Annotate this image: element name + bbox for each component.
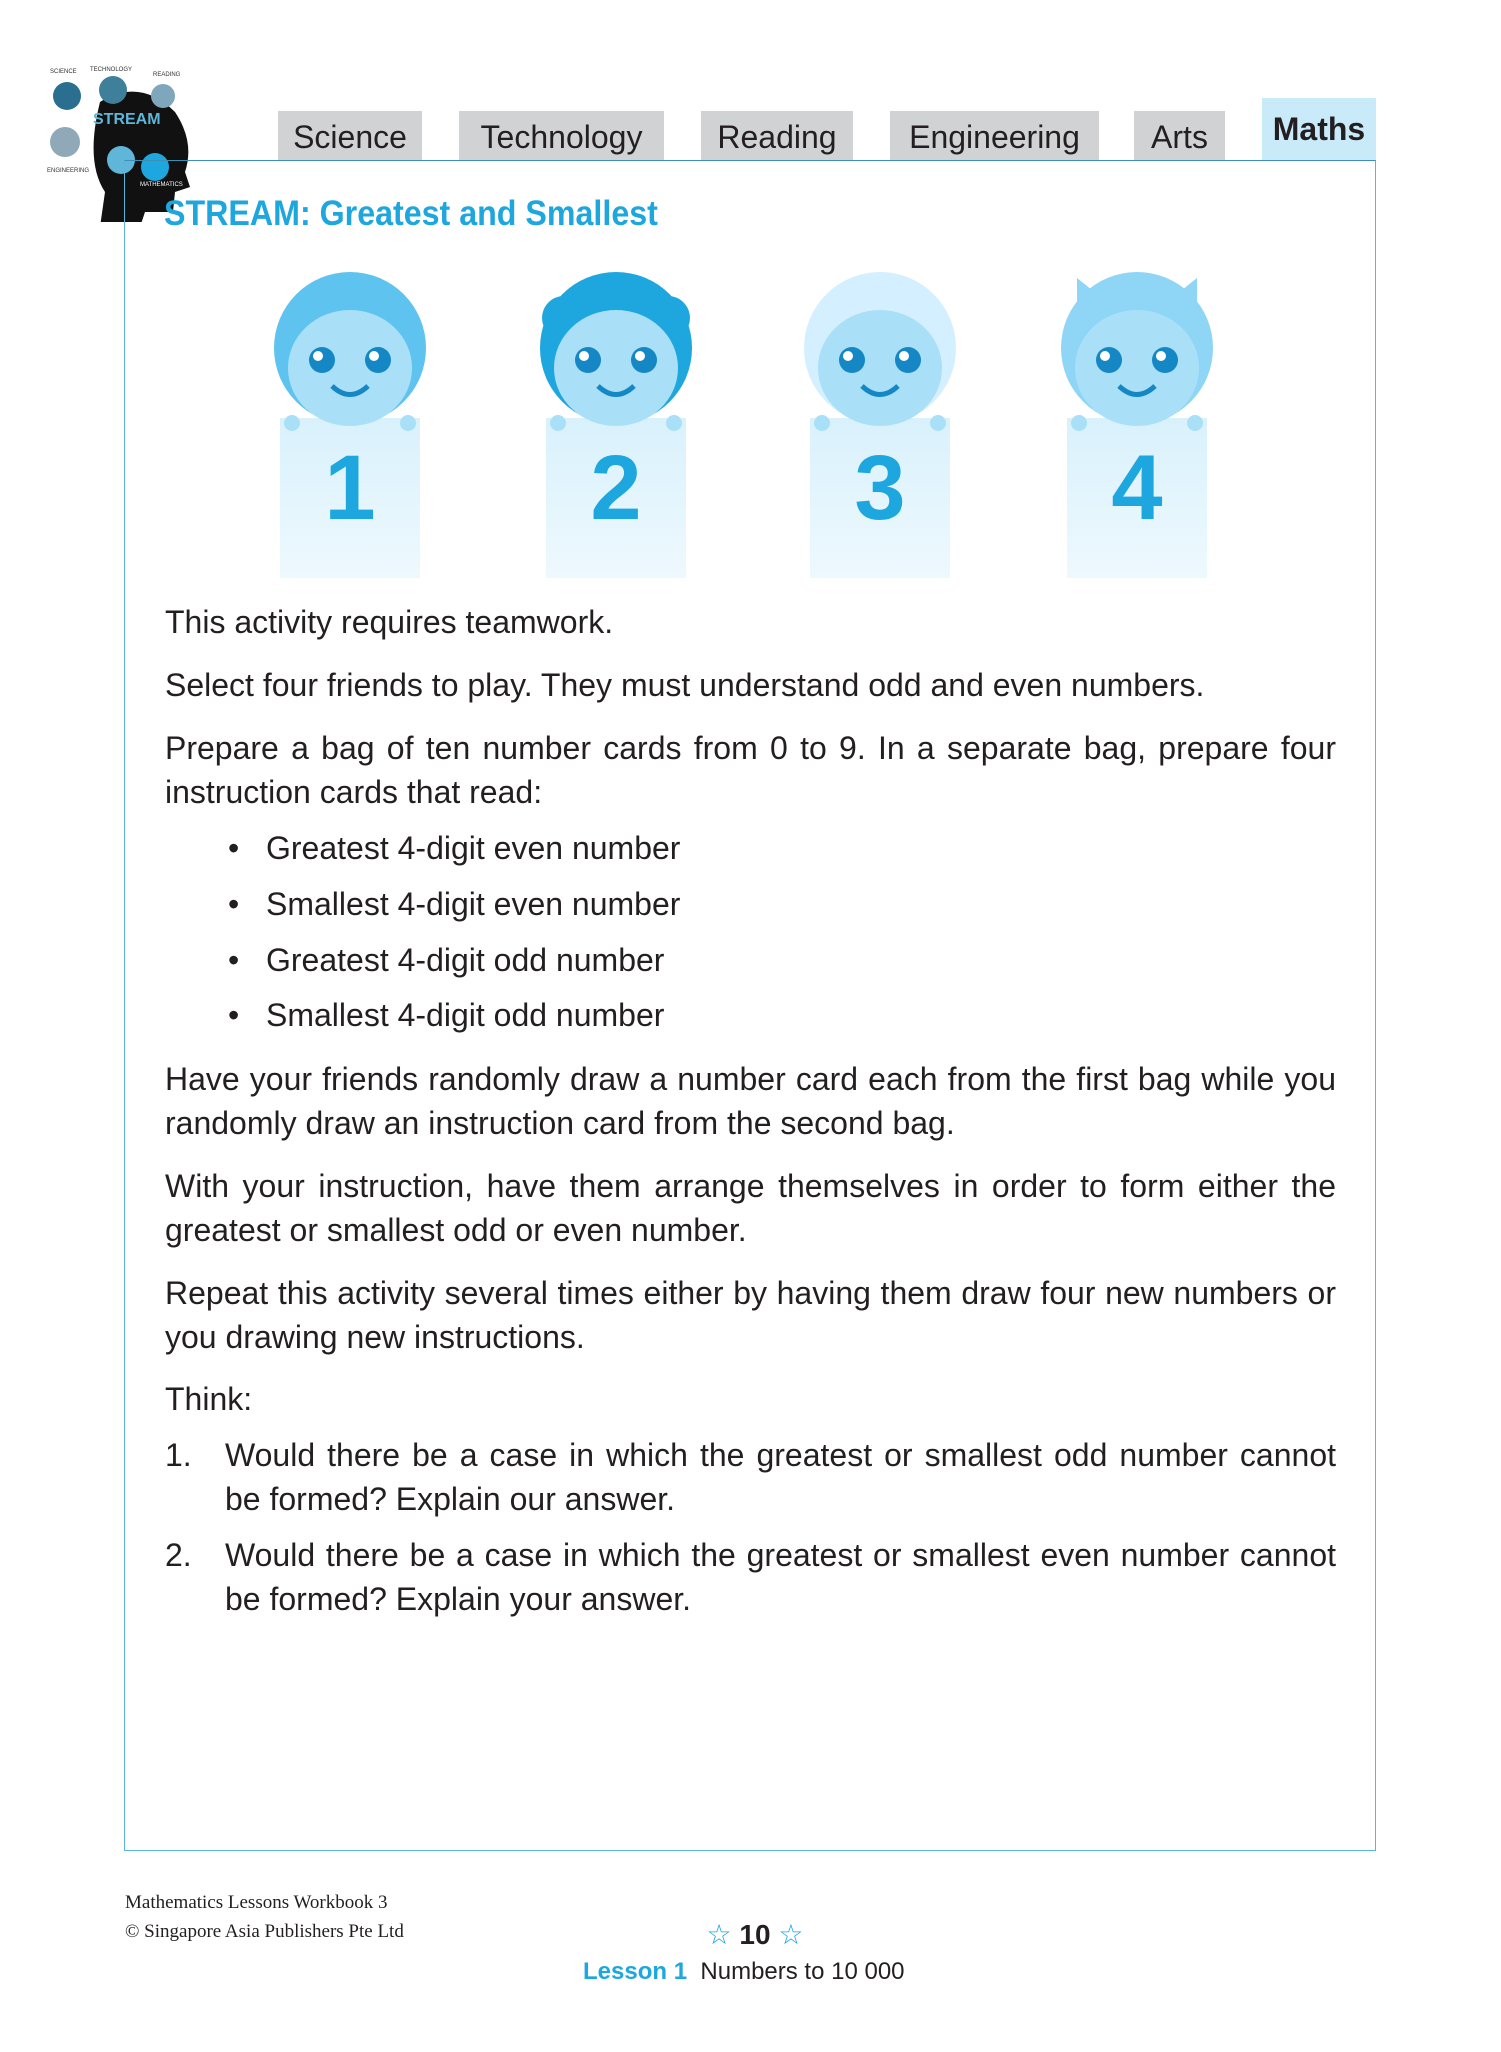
lesson-label: Lesson 1 (583, 1958, 688, 1985)
page-number-row (700, 1918, 810, 1951)
character-1 (250, 268, 450, 578)
tab-technology[interactable]: Technology (459, 111, 664, 160)
svg-text:SCIENCE: SCIENCE (50, 69, 77, 75)
star-icon: ☆ (706, 1919, 732, 1950)
list-item: • Smallest 4-digit odd number (228, 997, 665, 1033)
character-4 (1037, 268, 1237, 578)
tab-maths[interactable]: Maths (1262, 98, 1376, 160)
character-3 (780, 268, 980, 578)
paragraph: Have your friends randomly draw a number card each from the first bag while you randomly draw an instruction card from the second bag. (165, 1061, 1336, 1141)
tab-science[interactable]: Science (278, 111, 422, 160)
question-item: 1. Would there be a case in which the greatest or smallest odd number cannot be formed? Explain our answer. (165, 1437, 1336, 1517)
page-number: 10 (739, 1919, 771, 1950)
svg-text:TECHNOLOGY: TECHNOLOGY (90, 67, 133, 73)
character-number: 1 (324, 437, 376, 539)
copyright: © Singapore Asia Publishers Pte Ltd (125, 1921, 404, 1942)
list-item: • Greatest 4-digit even number (228, 830, 681, 866)
think-label: Think: (165, 1381, 253, 1417)
character-2 (516, 268, 716, 578)
svg-text:MATHEMATICS: MATHEMATICS (140, 182, 183, 188)
character-number: 4 (1111, 437, 1163, 539)
tab-reading[interactable]: Reading (701, 111, 853, 160)
paragraph: This activity requires teamwork. (165, 604, 614, 640)
paragraph: With your instruction, have them arrange themselves in order to form either the greatest or smallest odd or even number. (165, 1168, 1336, 1248)
list-item: • Greatest 4-digit odd number (228, 942, 665, 978)
paragraph: Prepare a bag of ten number cards from 0 to 9. In a separate bag, prepare four instruction cards that read: (165, 730, 1336, 810)
lesson-footer (583, 1958, 905, 1986)
tab-engineering[interactable]: Engineering (890, 111, 1099, 160)
question-item: 2. Would there be a case in which the greatest or smallest even number cannot be formed? Explain your answer. (165, 1537, 1336, 1617)
lesson-title: Numbers to 10 000 (700, 1958, 905, 1985)
list-item: • Smallest 4-digit even number (228, 886, 681, 922)
paragraph: Repeat this activity several times either by having them draw four new numbers or you drawing new instructions. (165, 1275, 1336, 1355)
svg-text:ENGINEERING: ENGINEERING (47, 168, 90, 174)
character-number: 3 (854, 437, 906, 539)
svg-text:READING: READING (153, 72, 181, 78)
star-icon: ☆ (778, 1919, 804, 1950)
book-title: Mathematics Lessons Workbook 3 (125, 1892, 388, 1913)
paragraph: Select four friends to play. They must understand odd and even numbers. (165, 667, 1205, 703)
svg-text:STREAM: STREAM (93, 111, 161, 128)
tab-arts[interactable]: Arts (1134, 111, 1225, 160)
character-number: 2 (590, 437, 642, 539)
page-title: STREAM: Greatest and Smallest (164, 194, 658, 233)
